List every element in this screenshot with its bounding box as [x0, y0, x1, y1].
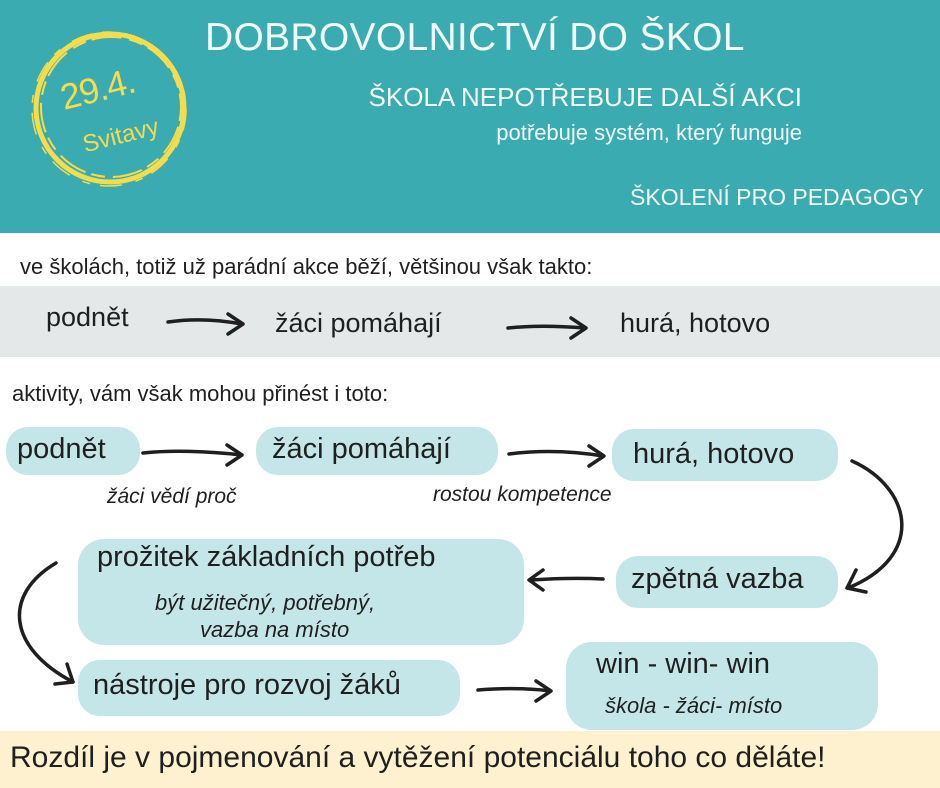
- seal-city: Svitavy: [80, 113, 162, 159]
- note-kompetence: rostou kompetence: [433, 483, 612, 506]
- footer-message: Rozdíl je v pojmenování a vytěžení potenciálu toho co děláte!: [10, 741, 826, 774]
- arrow-proposed-2-icon: [509, 446, 604, 466]
- current-step-podnet: podnět: [46, 302, 129, 332]
- pill-zpetna-label: zpětná vazba: [631, 563, 804, 595]
- page-title: DOBROVOLNICTVÍ DO ŠKOL: [205, 16, 745, 59]
- current-intro: ve školách, totiž už parádní akce běží, většinou však takto:: [20, 254, 593, 279]
- arrow-curve-right-icon: [847, 461, 902, 592]
- seal-date: 29.4.: [56, 59, 139, 118]
- arrow-to-win-icon: [478, 681, 551, 701]
- pill-pomahaji-label: žáci pomáhají: [272, 433, 451, 465]
- pill-podnet-label: podnět: [17, 433, 106, 465]
- pill-prozitek-label: prožitek základních potřeb: [97, 541, 436, 573]
- training-label: ŠKOLENÍ PRO PEDAGOGY: [630, 184, 924, 210]
- arrow-back-to-prozitek-icon: [529, 570, 603, 590]
- note-prozitek-2: vazba na místo: [200, 617, 350, 642]
- pill-nastroje-label: nástroje pro rozvoj žáků: [93, 669, 401, 701]
- arrow-current-2-icon: [508, 318, 586, 338]
- proposed-intro: aktivity, vám však mohou přinést i toto:: [12, 381, 389, 406]
- note-prozitek-1: být užitečný, potřebný,: [155, 590, 376, 615]
- arrow-proposed-1-icon: [143, 445, 242, 465]
- page-subtitle: ŠKOLA NEPOTŘEBUJE DALŠÍ AKCI: [368, 82, 802, 112]
- page-tagline: potřebuje systém, který funguje: [496, 120, 802, 145]
- note-win: škola - žáci- místo: [605, 693, 783, 718]
- current-step-pomahaji: žáci pomáhají: [275, 308, 442, 338]
- arrow-current-1-icon: [168, 314, 243, 334]
- pill-win-label: win - win- win: [596, 648, 771, 680]
- pill-hotovo-label: hurá, hotovo: [633, 438, 795, 470]
- note-proc: žáci vědí proč: [107, 485, 237, 508]
- current-step-hotovo: hurá, hotovo: [620, 308, 771, 338]
- arrow-curve-left-icon: [19, 563, 73, 684]
